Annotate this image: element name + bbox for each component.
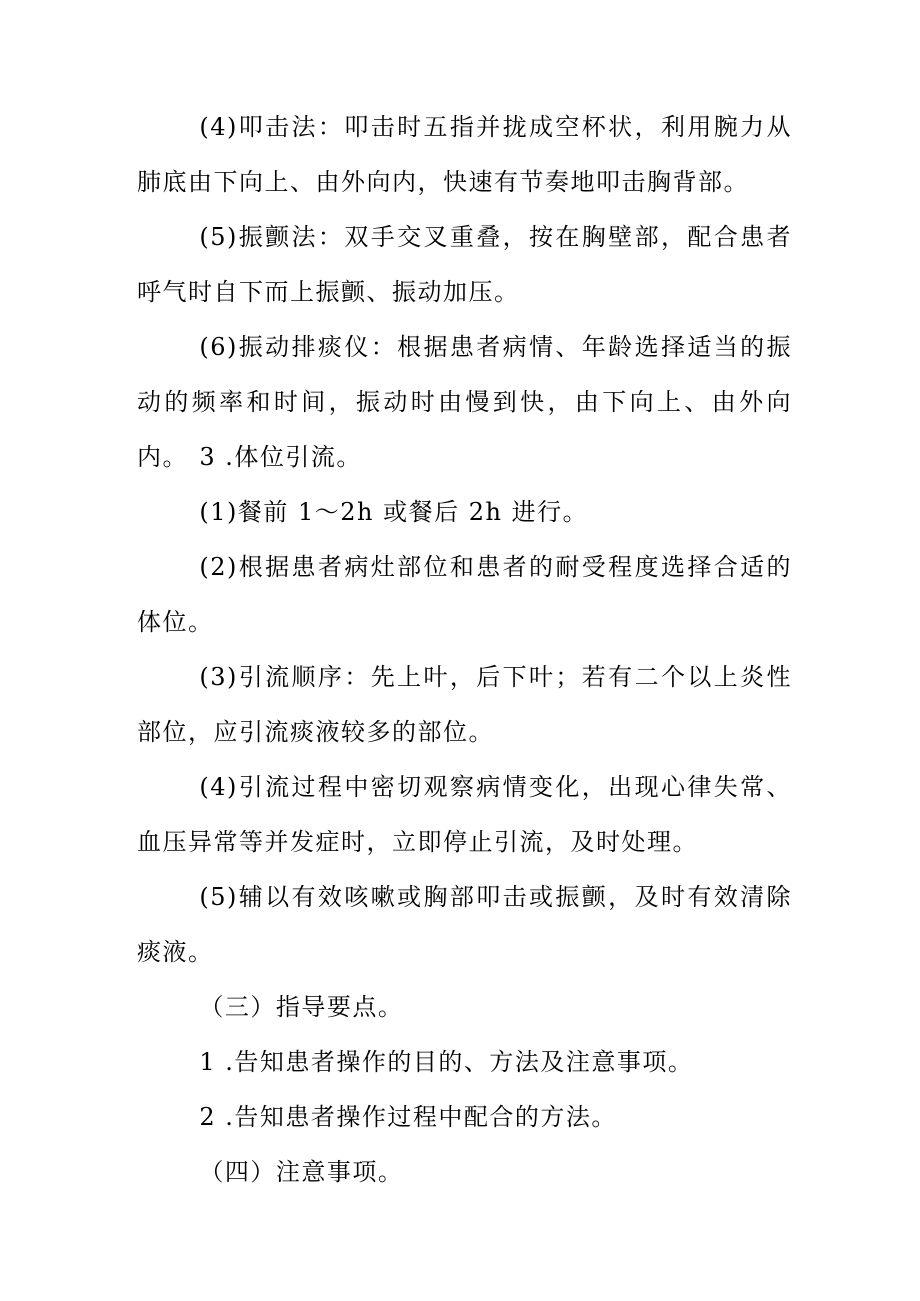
heading-guidance-points: （三）指导要点。 (199, 993, 404, 1021)
paragraph-inform-cooperation: 2 .告知患者操作过程中配合的方法。 (199, 1103, 617, 1131)
paragraph-drainage-order: (3)引流顺序：先上叶，后下叶；若有二个以上炎性部位，应引流痰液较多的部位。 (137, 663, 792, 746)
paragraph-meal-timing: (1)餐前 1～2h 或餐后 2h 进行。 (199, 498, 589, 526)
paragraph-cough-assist: (5)辅以有效咳嗽或胸部叩击或振颤，及时有效清除痰液。 (137, 883, 792, 966)
paragraph-percussion-method: (4)叩击法：叩击时五指并拢成空杯状，利用腕力从肺底由下向上、由外向内，快速有节奏地叩击胸背部。 (137, 113, 792, 196)
heading-precautions: （四）注意事项。 (199, 1158, 404, 1186)
paragraph-vibration-device: (6)振动排痰仪：根据患者病情、年龄选择适当的振动的频率和时间，振动时由慢到快，由下向上、由外向内。 (137, 333, 792, 471)
paragraph-observation: (4)引流过程中密切观察病情变化，出现心律失常、血压异常等并发症时，立即停止引流，及时处理。 (137, 773, 792, 856)
paragraph-vibration-method: (5)振颤法：双手交叉重叠，按在胸壁部，配合患者呼气时自下而上振颤、振动加压。 (137, 223, 792, 306)
paragraph-inform-purpose: 1 .告知患者操作的目的、方法及注意事项。 (199, 1048, 694, 1076)
paragraph-position-choice: (2)根据患者病灶部位和患者的耐受程度选择合适的体位。 (137, 553, 792, 636)
heading-postural-drainage: 3 .体位引流。 (199, 443, 362, 471)
